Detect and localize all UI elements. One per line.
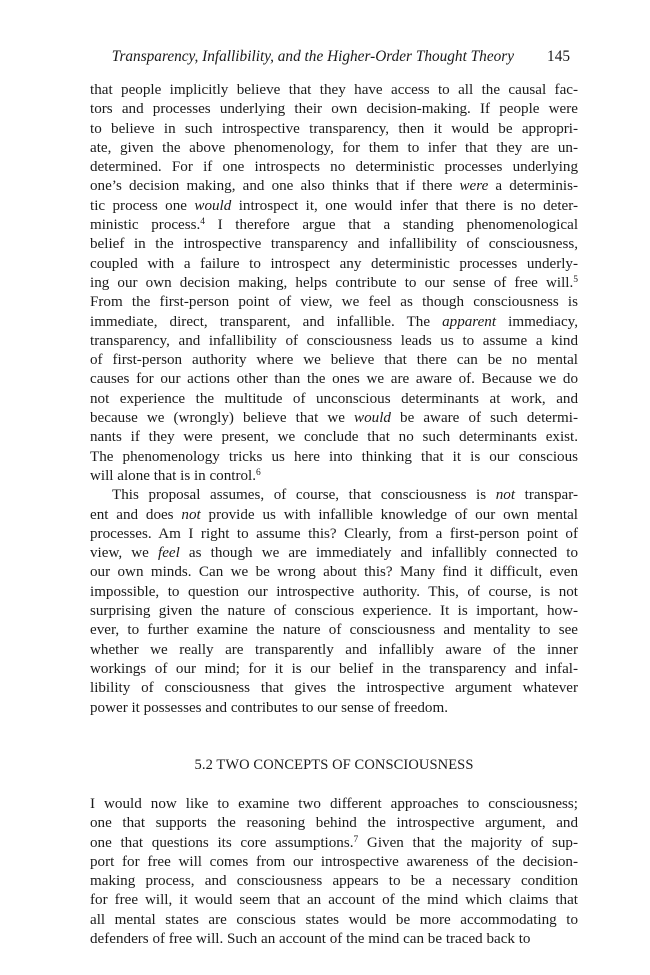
text-line	[90, 332, 578, 351]
text-line	[90, 409, 578, 428]
text-segment: provide us with infallible knowledge of our own mental	[200, 506, 578, 523]
text-line	[90, 216, 578, 235]
text-line	[90, 486, 578, 505]
text-line	[90, 158, 578, 177]
text-line	[90, 699, 578, 718]
spacer	[90, 776, 578, 795]
spacer	[90, 718, 578, 737]
text-line	[90, 795, 578, 814]
text-line	[90, 370, 578, 389]
emphasis: would	[354, 410, 391, 427]
text-line	[90, 525, 578, 544]
paragraph-2	[90, 486, 578, 718]
text-segment: tors and processes underlying their own decision-making. If people were	[90, 101, 578, 118]
emphasis: would	[194, 197, 232, 214]
text-line	[90, 255, 578, 274]
text-segment: ate, given the above phenomenology, for them to infer that they are un-	[90, 139, 578, 156]
text-line	[90, 390, 578, 409]
text-segment: determined. For if one introspects no deterministic processes underlying	[90, 159, 578, 176]
emphasis: not	[181, 506, 201, 523]
emphasis: were	[459, 178, 489, 195]
text-line	[90, 602, 578, 621]
text-segment: transparency, and infallibility of consciousness leads us to assume a kind	[90, 332, 578, 349]
text-segment: defenders of free will. Such an account of the mind can be traced back to	[90, 931, 531, 948]
text-line	[90, 621, 578, 640]
text-segment: transpar-	[515, 487, 578, 504]
page-number: 145	[547, 48, 570, 65]
text-segment: one that questions its core assumptions.	[90, 834, 354, 851]
text-segment: ministic process.	[90, 217, 201, 234]
text-segment: From the first-person point of view, we feel as though consciousness is	[90, 294, 578, 311]
emphasis: not	[495, 487, 516, 504]
text-segment: surprising given the nature of conscious experience. It is important, how-	[90, 603, 578, 620]
text-segment: port for free will comes from our introspective awareness of the decision-	[90, 853, 578, 870]
text-line	[90, 313, 578, 332]
text-segment: all mental states are conscious states would be more accommodating to	[90, 911, 578, 928]
text-segment: immediate, direct, transparent, and infallible. The	[90, 313, 443, 330]
text-line	[90, 853, 578, 872]
text-segment: This proposal assumes, of course, that consciousness is	[112, 487, 496, 504]
text-line	[90, 235, 578, 254]
text-segment: be aware of such determi-	[390, 410, 578, 427]
text-segment: one that supports the reasoning behind the introspective argument, and	[90, 815, 578, 832]
text-segment: ing our own decision making, helps contribute to our sense of free will.	[90, 274, 574, 291]
text-segment: coupled with a failure to introspect any deterministic processes underly-	[90, 255, 578, 272]
running-title: Transparency, Infallibility, and the Higher-Order Thought Theory	[111, 48, 514, 65]
text-segment: whether we really are transparently and infallibly aware of the inner	[90, 641, 578, 658]
text-segment: making process, and consciousness appears to be a necessary condition	[90, 873, 578, 890]
text-segment: for free will, it would seem that an account of the mind which claims that	[90, 892, 578, 909]
paragraph-1	[90, 81, 578, 486]
text-line	[90, 583, 578, 602]
text-segment: ent and does	[90, 506, 182, 523]
text-line	[90, 293, 578, 312]
footnote-marker[interactable]: 4	[200, 217, 206, 228]
text-line	[90, 506, 578, 525]
text-line	[90, 448, 578, 467]
text-segment: to believe in such introspective transparency, then it would be appropri-	[90, 120, 578, 137]
text-segment: workings of our mind; for it is our belief in the transparency and infal-	[90, 660, 578, 677]
text-segment: view, we	[90, 545, 158, 562]
running-header	[90, 48, 570, 70]
text-line	[90, 679, 578, 698]
text-line	[90, 544, 578, 563]
text-segment: power it possesses and contributes to our sense of freedom.	[90, 699, 448, 716]
text-segment: tic process one	[90, 197, 195, 214]
paragraph-3	[90, 795, 578, 949]
text-segment: I would now like to examine two different approaches to consciousness;	[90, 795, 578, 812]
emphasis: apparent	[442, 313, 497, 330]
text-line	[90, 660, 578, 679]
text-line	[90, 641, 578, 660]
text-segment: a determinis-	[488, 178, 578, 195]
text-segment: causes for our actions other than the ones we are aware of. Because we do	[90, 371, 578, 388]
text-line	[90, 930, 578, 949]
text-segment: our own minds. Can we be wrong about this? Many find it difficult, even	[90, 564, 578, 581]
text-line	[90, 563, 578, 582]
text-segment: libility of consciousness that gives the introspective argument whatever	[90, 680, 578, 697]
emphasis: feel	[158, 545, 180, 562]
footnote-marker[interactable]: 5	[573, 274, 578, 285]
text-line	[90, 911, 578, 930]
footnote-marker[interactable]: 7	[353, 834, 359, 845]
text-line	[90, 872, 578, 891]
text-segment: immediacy,	[496, 313, 578, 330]
text-line	[90, 81, 578, 100]
text-line	[90, 351, 578, 370]
text-line	[90, 428, 578, 447]
text-segment: Given that the majority of sup-	[358, 834, 578, 851]
section-heading: 5.2 TWO CONCEPTS OF CONSCIOUSNESS	[194, 757, 474, 774]
text-segment: belief in the introspective transparency and infallibility of consciousness,	[90, 236, 578, 253]
text-line	[90, 274, 578, 293]
spacer	[90, 737, 578, 756]
text-line	[90, 834, 578, 853]
text-segment: ever, to further examine the nature of consciousness and mentality to see	[90, 622, 578, 639]
text-segment: not experience the multitude of unconscious determinants at work, and	[90, 390, 578, 407]
text-segment: introspect it, one would infer that there is no deter-	[231, 197, 578, 214]
text-line	[90, 891, 578, 910]
text-segment: that people implicitly believe that they have access to all the causal fac-	[90, 82, 578, 98]
text-segment: as though we are immediately and infallibly connected to	[179, 545, 578, 562]
text-line	[90, 100, 578, 119]
text-line	[90, 467, 578, 486]
text-segment: I therefore argue that a standing phenomenological	[205, 217, 579, 234]
text-segment: one’s decision making, and one also thinks that if there	[90, 178, 460, 195]
footnote-marker[interactable]: 6	[256, 467, 261, 478]
text-segment: impossible, to question our introspective authority. This, of course, is not	[90, 583, 578, 600]
text-line	[90, 139, 578, 158]
text-line	[90, 814, 578, 833]
text-segment: The phenomenology tricks us here into thinking that it is our conscious	[90, 448, 578, 465]
text-segment: processes. Am I right to assume this? Clearly, from a first-person point of	[90, 525, 578, 542]
text-segment: nants if they were present, we conclude that no such determinants exist.	[90, 429, 578, 446]
text-segment: of first-person authority where we believe that there can be no mental	[90, 352, 578, 369]
text-line	[90, 177, 578, 196]
text-line	[90, 197, 578, 216]
text-segment: will alone that is in control.	[90, 467, 257, 484]
text-line	[90, 120, 578, 139]
body-text	[90, 81, 578, 949]
text-segment: because we (wrongly) believe that we	[90, 410, 355, 427]
